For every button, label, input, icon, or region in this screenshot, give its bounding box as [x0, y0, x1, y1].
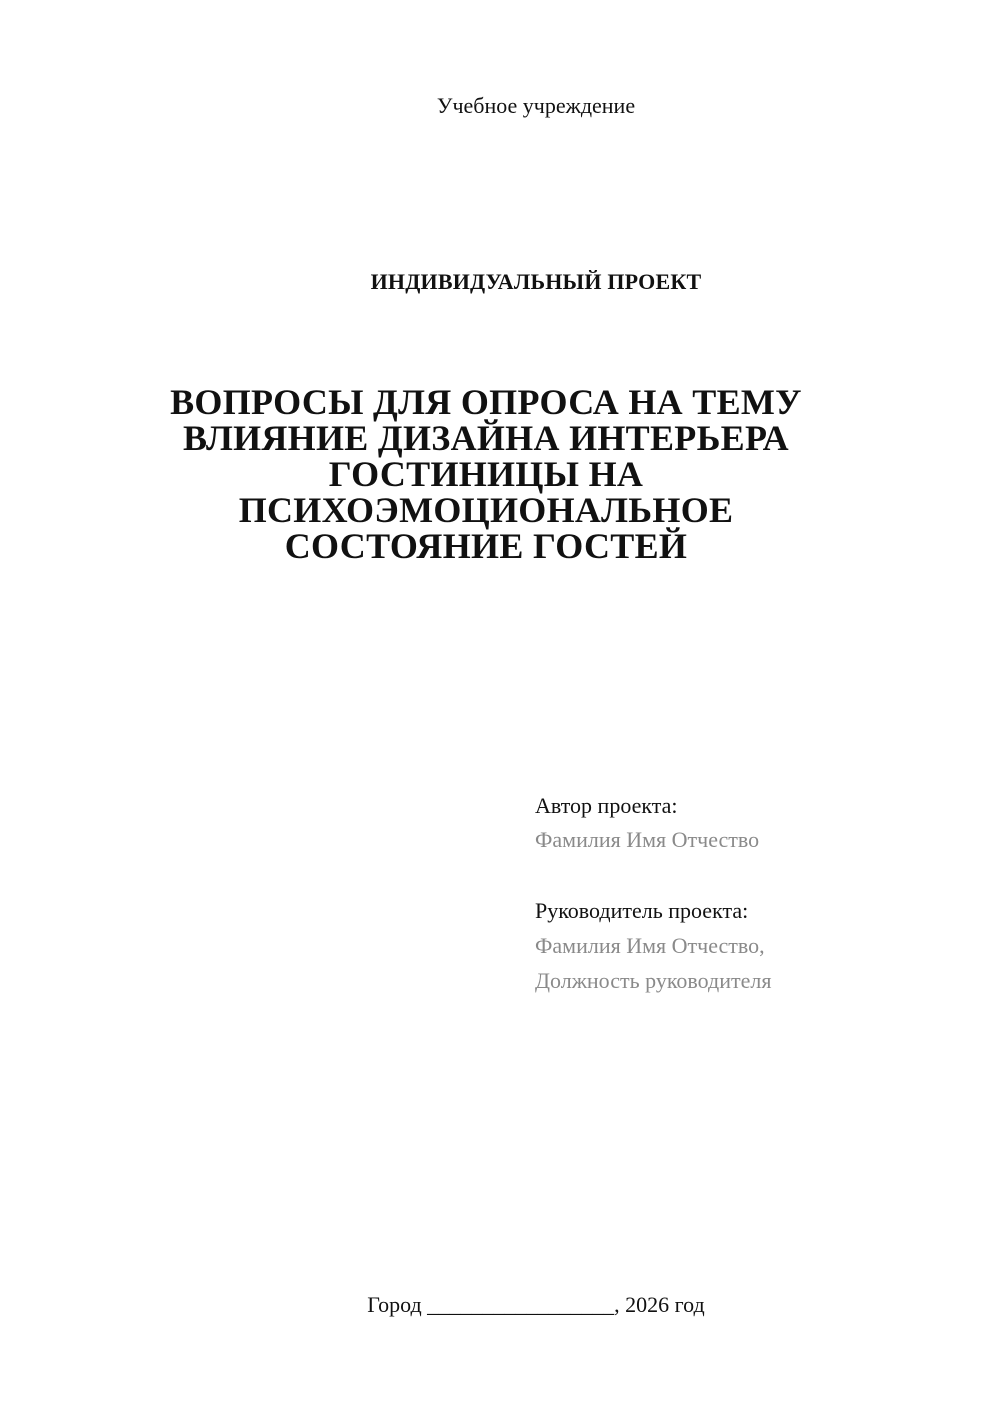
- project-title: [170, 384, 802, 564]
- author-name: Фамилия Имя Отчество: [535, 827, 760, 852]
- supervisor-position: Должность руководителя: [535, 968, 772, 993]
- project-title-line: ВЛИЯНИЕ ДИЗАЙНА ИНТЕРЬЕРА: [183, 418, 789, 458]
- supervisor-name: Фамилия Имя Отчество,: [535, 933, 765, 958]
- supervisor-label: Руководитель проекта:: [535, 898, 749, 923]
- project-title-line: ВОПРОСЫ ДЛЯ ОПРОСА НА ТЕМУ: [170, 382, 802, 422]
- project-title-line: СОСТОЯНИЕ ГОСТЕЙ: [284, 526, 688, 566]
- project-title-line: ГОСТИНИЦЫ НА: [328, 454, 644, 494]
- author-label: Автор проекта:: [535, 793, 678, 818]
- project-type-heading: ИНДИВИДУАЛЬНЫЙ ПРОЕКТ: [370, 269, 702, 294]
- author-block: [535, 789, 975, 857]
- city-year-footer: Город _________________, 2026 год: [367, 1292, 705, 1317]
- project-title-line: ПСИХОЭМОЦИОНАЛЬНОЕ: [238, 490, 734, 530]
- institution-name: Учебное учреждение: [436, 93, 636, 118]
- supervisor-block: [535, 893, 975, 998]
